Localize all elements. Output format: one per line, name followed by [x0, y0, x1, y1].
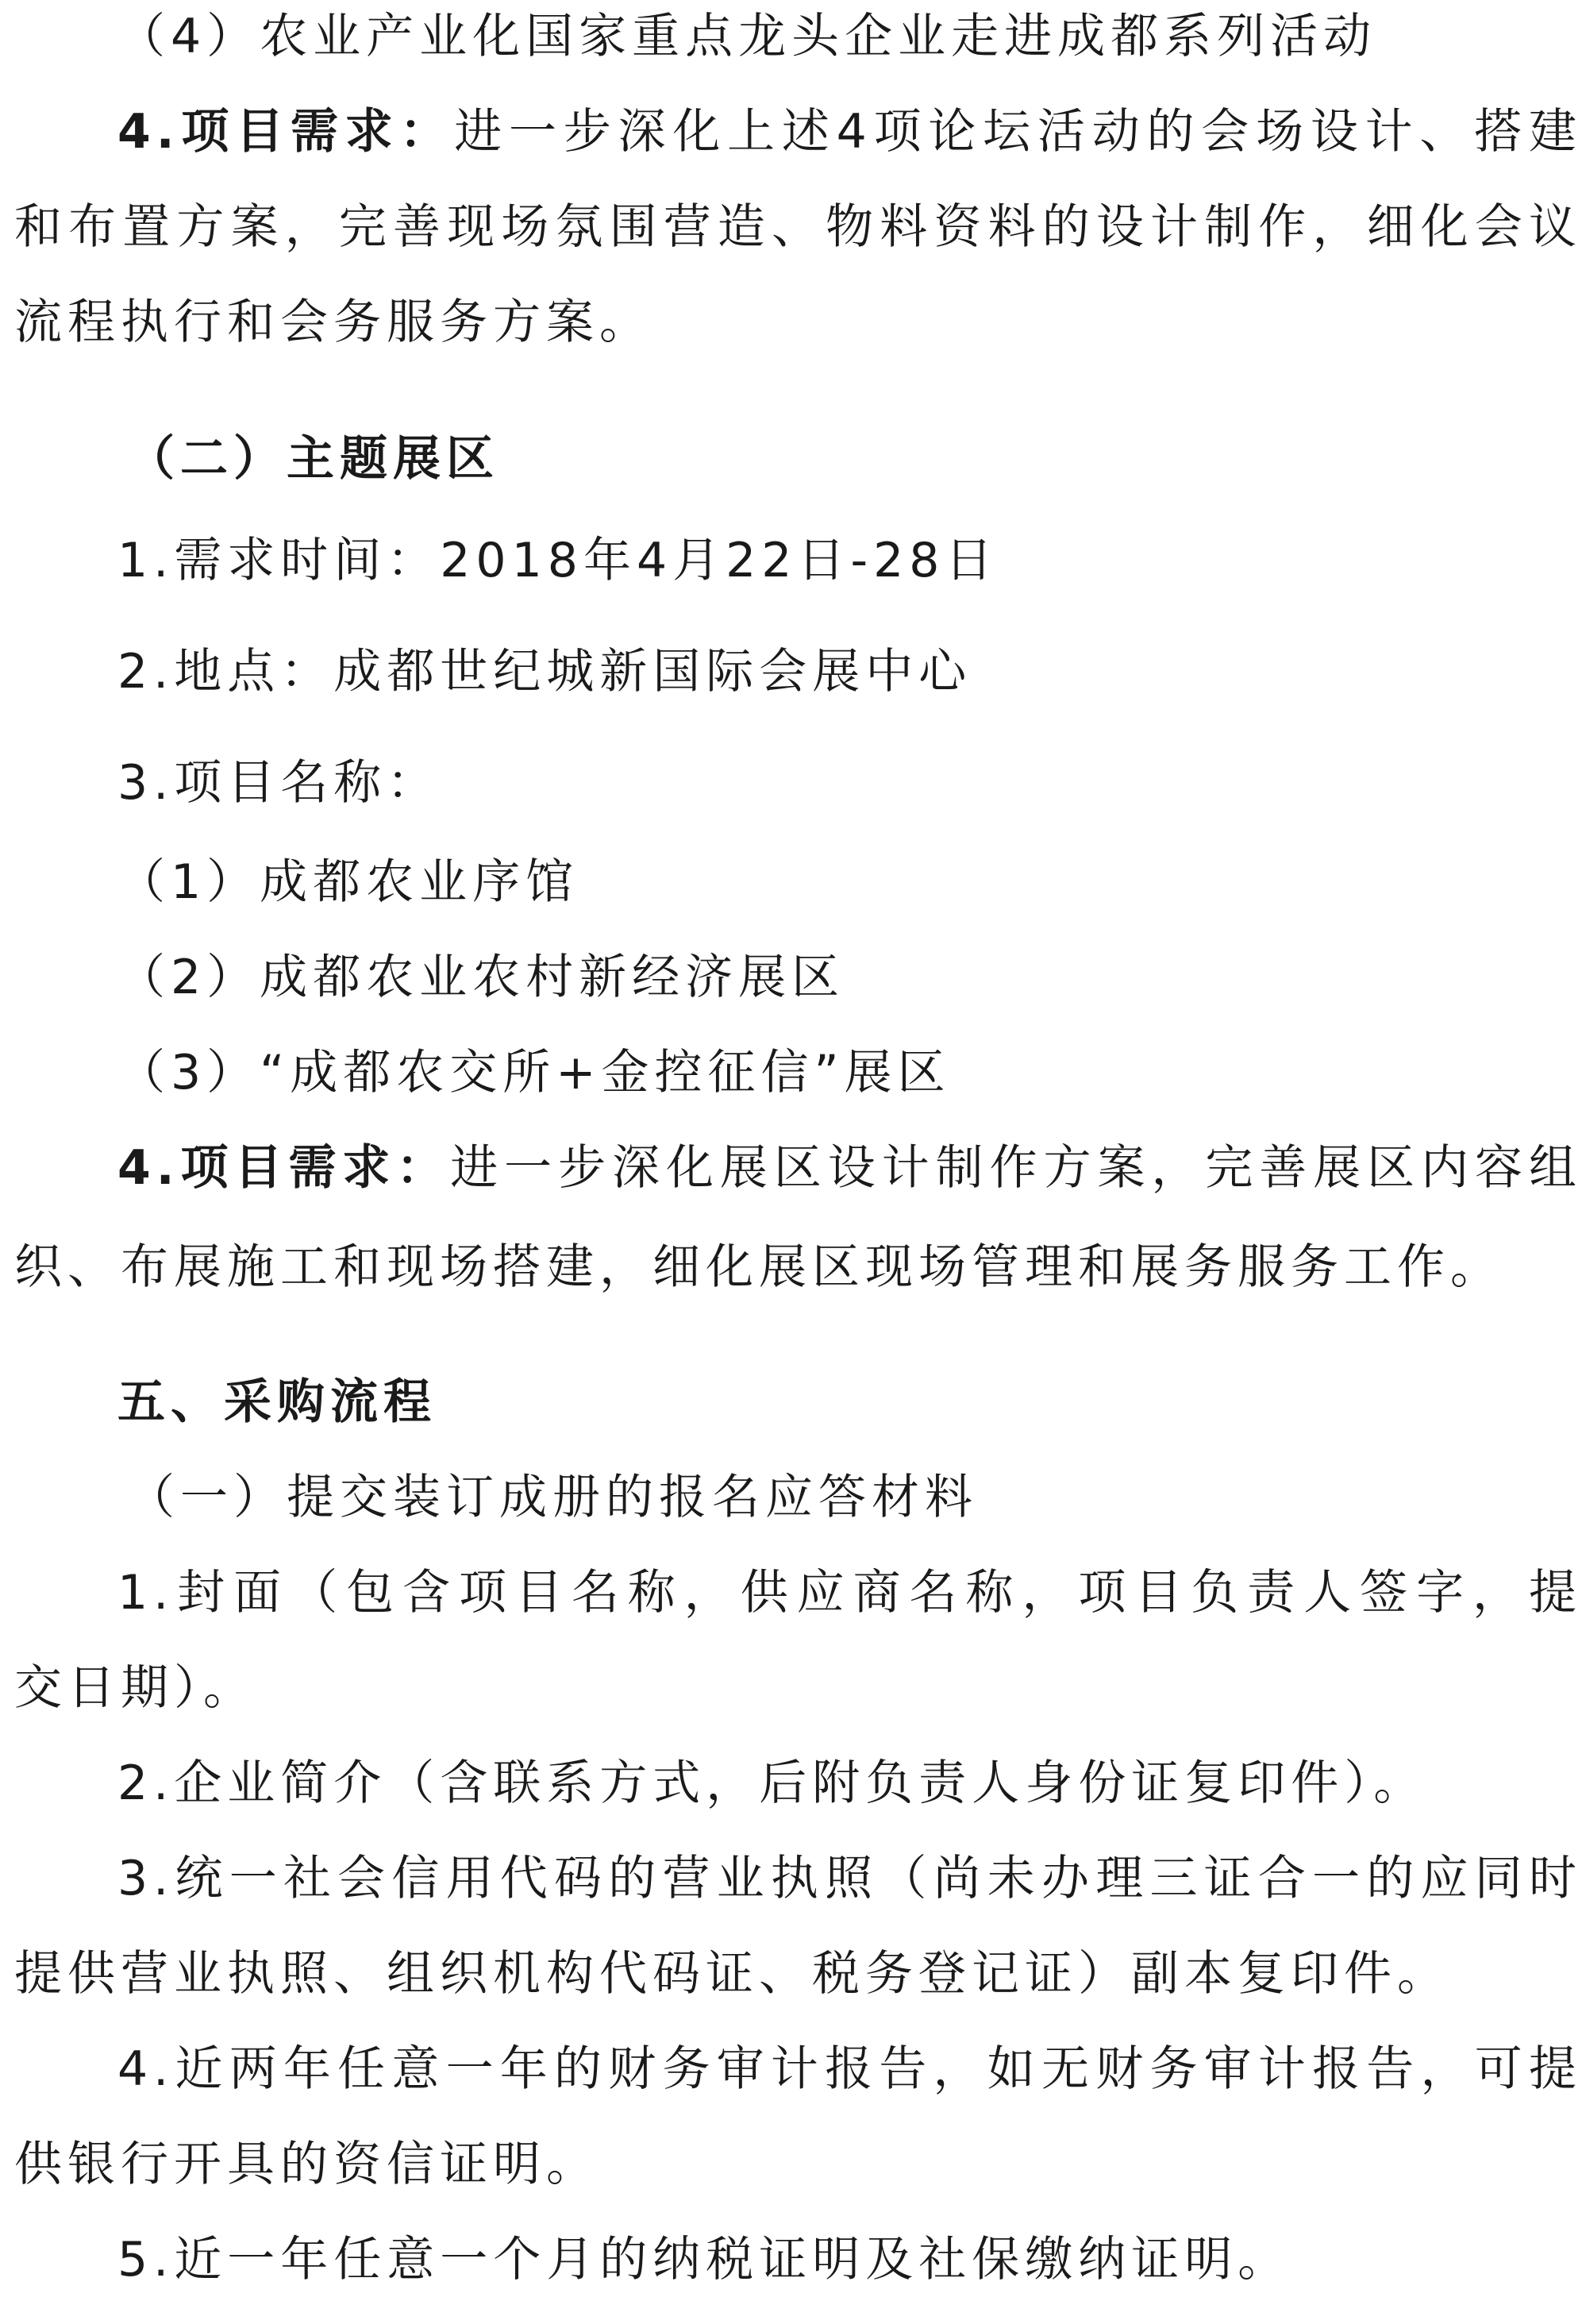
section-heading-procurement-process	[117, 1370, 1582, 1434]
line-text: 2.企业简介（含联系方式，后附负责人身份证复印件）。	[117, 1756, 1427, 1811]
requirement-text: 进一步深化上述4项论坛活动的会场设计、搭建	[454, 104, 1582, 160]
list-item-2	[117, 946, 1582, 1009]
project-name-heading	[117, 751, 1582, 815]
list-item-cover	[117, 1561, 1582, 1624]
paragraph-line	[14, 291, 1582, 354]
line-text: （1）成都农业序馆	[117, 854, 579, 910]
section-heading-theme-exhibition	[127, 427, 1582, 491]
requirement-label: 4.项目需求：	[117, 1140, 451, 1196]
paragraph-line	[14, 1656, 1582, 1720]
list-item-tax-proof	[117, 2228, 1582, 2291]
subsection-heading	[127, 1466, 1582, 1529]
requirement-heading	[117, 1136, 1582, 1200]
line-text: 3.统一社会信用代码的营业执照（尚未办理三证合一的应同时	[117, 1851, 1582, 1906]
paragraph-line	[14, 2133, 1582, 2196]
line-text: 2.地点：成都世纪城新国际会展中心	[117, 644, 972, 700]
list-item-4	[117, 5, 1582, 68]
line-text: 织、布展施工和现场搭建，细化展区现场管理和展务服务工作。	[14, 1239, 1503, 1295]
list-item-business-license	[117, 1847, 1582, 1910]
list-item-3	[117, 1041, 1582, 1104]
requirement-text: 进一步深化展区设计制作方案，完善展区内容组	[450, 1140, 1582, 1196]
line-text: 提供营业执照、组织机构代码证、税务登记证）副本复印件。	[14, 1946, 1450, 2002]
line-text: 流程执行和会务服务方案。	[14, 295, 652, 350]
requirement-heading	[117, 100, 1582, 164]
line-text: （一）提交装订成册的报名应答材料	[127, 1470, 978, 1525]
line-text: 和布置方案，完善现场氛围营造、物料资料的设计制作，细化会议	[14, 199, 1582, 255]
list-item-company-intro	[117, 1752, 1582, 1815]
list-item-1	[117, 850, 1582, 914]
line-text: 4.近两年任意一年的财务审计报告，如无财务审计报告，可提	[117, 2041, 1582, 2097]
line-text: 交日期）。	[14, 1660, 256, 1716]
line-text: （3）“成都农交所+金控征信”展区	[117, 1045, 951, 1100]
paragraph-line	[14, 1235, 1582, 1299]
list-item-audit-report	[117, 2037, 1582, 2101]
requirement-label: 4.项目需求：	[117, 104, 455, 160]
line-text: 1.封面（包含项目名称，供应商名称，项目负责人签字，提	[117, 1565, 1582, 1621]
paragraph-line	[14, 1942, 1582, 2006]
paragraph-line	[14, 195, 1582, 259]
line-text: 五、采购流程	[117, 1374, 437, 1430]
location	[117, 640, 1582, 703]
line-text: （二）主题展区	[127, 431, 499, 487]
line-text: 3.项目名称：	[117, 755, 441, 811]
line-text: 供银行开具的资信证明。	[14, 2137, 599, 2192]
line-text: 1.需求时间：2018年4月22日-28日	[117, 533, 999, 588]
line-text: 5.近一年任意一个月的纳税证明及社保缴纳证明。	[117, 2232, 1291, 2287]
requirement-time	[117, 529, 1582, 592]
line-text: （4）农业产业化国家重点龙头企业走进成都系列活动	[117, 9, 1377, 64]
line-text: （2）成都农业农村新经济展区	[117, 950, 845, 1005]
